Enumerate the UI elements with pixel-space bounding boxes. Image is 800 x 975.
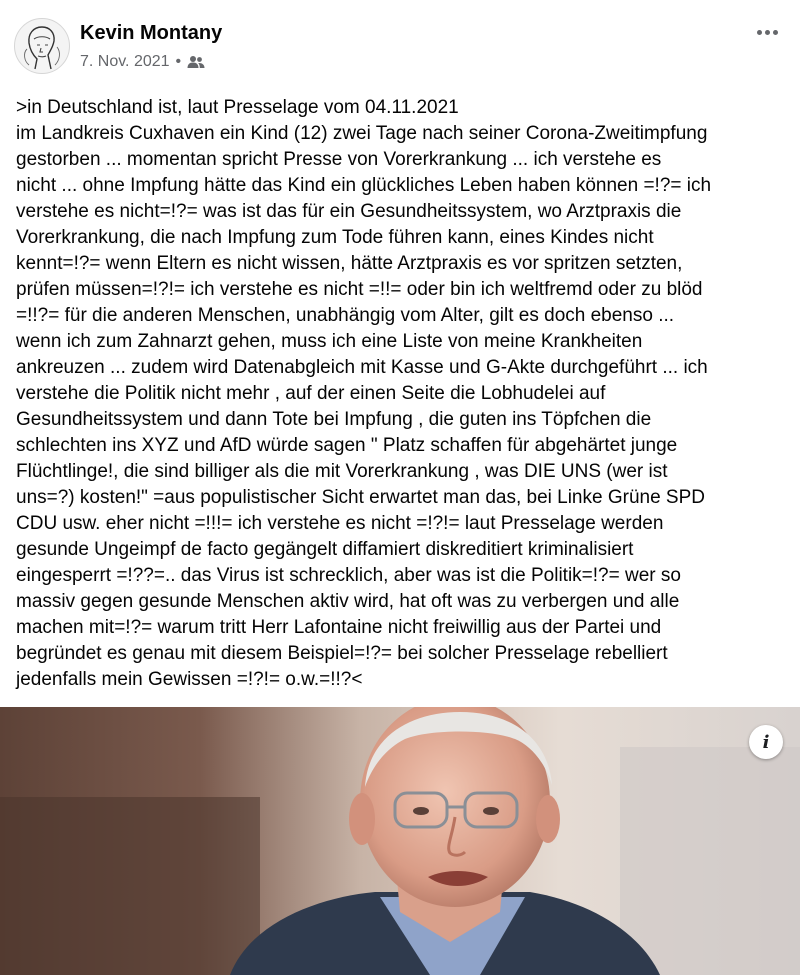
post-header (0, 0, 800, 90)
more-options-button[interactable] (752, 20, 782, 44)
portrait-photo-image (0, 707, 800, 975)
post-date[interactable]: 7. Nov. 2021 (80, 53, 170, 70)
meta-separator: • (175, 53, 182, 70)
post-photo[interactable] (0, 707, 800, 975)
avatar[interactable] (14, 18, 70, 74)
more-dot (765, 30, 770, 35)
photo-info-button[interactable] (749, 725, 783, 759)
author-name[interactable]: Kevin Montany (80, 22, 223, 44)
post-text: >in Deutschland ist, laut Presselage vom 04.11.2021 im Landkreis Cuxhaven ein Kind (12) zwei Tage nach seiner Corona-Zweitimpfung gestorben ... momentan spricht Presse von Vorerkrankung ... ich verstehe es nicht ... ohne Impfung hätte das Kind ein glückliches Leben haben können =!?= ich verstehe es nicht=!?= was ist das für ein Gesundheitssystem, wo Arztpraxis die Vorerkrankung, die nach Impfung zum Tode führen kann, eines Kindes nicht kennt=!?= wenn Eltern es nicht wissen, hätte Arztpraxis es vor spritzen setzten, prüfen müssen=!?!= ich verstehe es nicht =!!= oder bin ich weltfremd oder zu blöd =!!?= für die anderen Menschen, unabhängig vom Alter, gilt es doch ebenso ... wenn ich zum Zahnarzt gehen, muss ich eine Liste von meine Krankheiten ankreuzen ... zudem wird Datenabgleich mit Kasse und G-Akte durchgeführt ... ich verstehe die Politik nicht mehr , auf der einen Seite die Lobhudelei auf Gesundheitssystem und dann Tote bei Impfung , die guten ins Töpfchen die schlechten ins XYZ und AfD würde sagen " Platz schaffen für abgehärtet junge Flüchtlinge!, die sind billiger als die mit Vorerkrankung , was DIE UNS (wer ist uns=?) kosten!" =aus populistischer Sicht erwartet man das, bei Linke Grüne SPD CDU usw. eher nicht =!!!= ich verstehe es nicht =!?!= laut Presselage werden gesunde Ungeimpf de facto gegängelt diffamiert diskreditiert kriminalisiert eingesperrt =!??=.. das Virus ist schrecklich, aber was ist die Politik=!?= wer so massiv gegen gesunde Menschen aktiv wird, hat oft was zu verbergen und alle machen mit=!?= warum tritt Herr Lafontaine nicht freiwillig aus der Partei und begründet es genau mit diesem Beispiel=!?= bei solcher Presselage rebelliert jedenfalls mein Gewissen =!?!= o.w.=!!?< (16, 97, 712, 690)
more-dot (773, 30, 778, 35)
avatar-sketch-icon (15, 19, 69, 73)
info-icon: i (762, 731, 770, 753)
friends-icon[interactable] (187, 55, 205, 69)
more-dots-icon (757, 30, 762, 35)
post-meta (80, 52, 205, 72)
